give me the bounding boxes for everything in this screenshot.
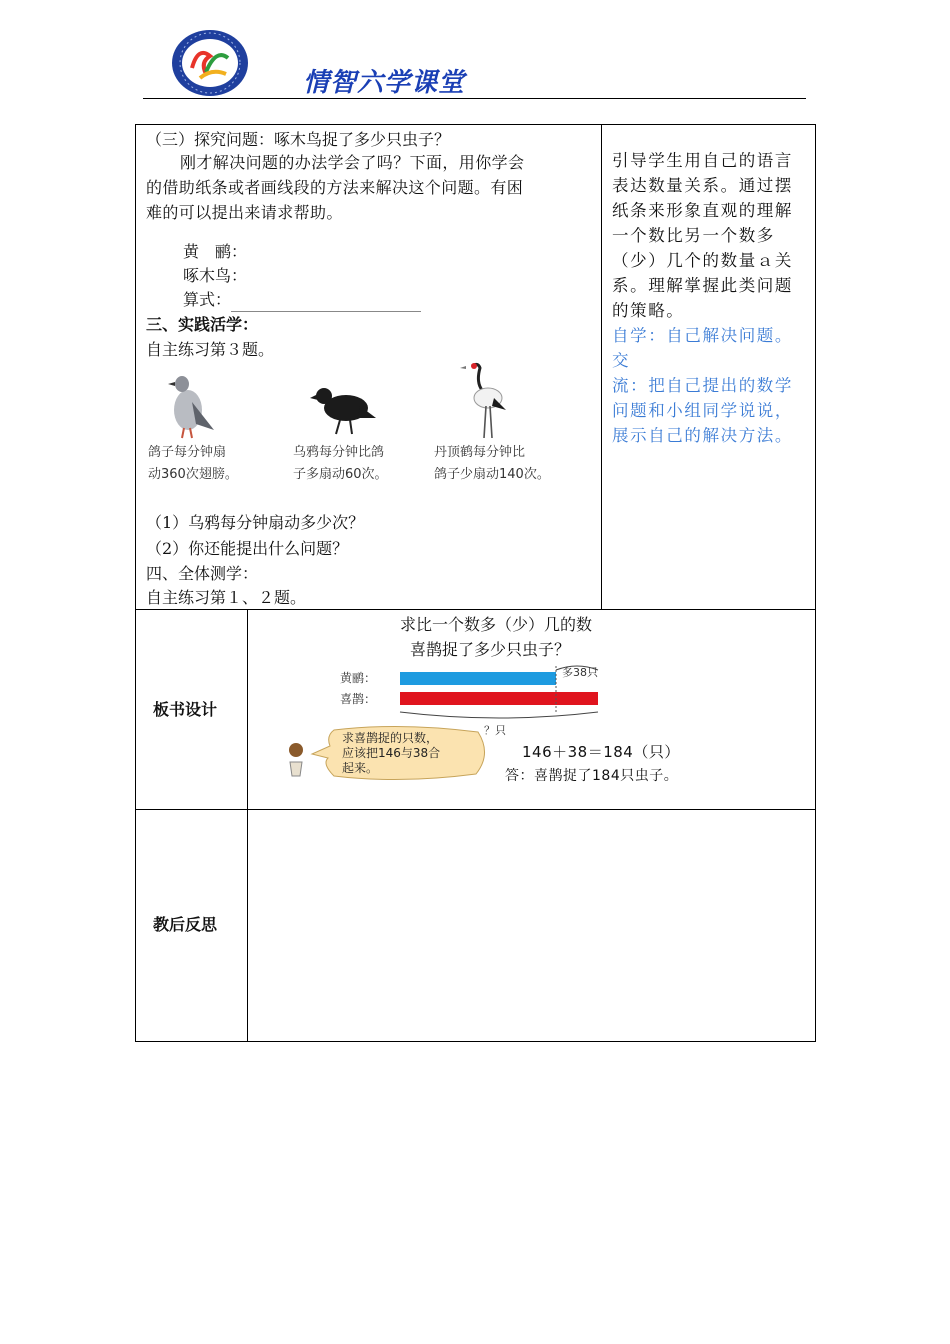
table-col-divider-labels [247, 609, 248, 1042]
note-line: 引导学生用自己的语言 [612, 151, 793, 170]
note-line-blue: 自学：自己解决问题。交 [612, 326, 793, 370]
table-row-divider-2 [135, 809, 816, 810]
note-line: 表达数量关系。通过摆 [612, 176, 793, 195]
board-title: 求比一个数多（少）几的数 [400, 615, 593, 634]
field-suanshi-label: 算式： [183, 290, 232, 309]
practice-title: 三、实践活学： [146, 315, 259, 334]
header-rule [143, 98, 806, 99]
crow-caption-line1: 乌鸦每分钟比鸽 [293, 445, 385, 460]
note-line: 纸条来形象直观的理解 [612, 201, 793, 220]
crow-caption-line2: 子多扇动60次。 [293, 467, 388, 482]
pigeon-image [162, 372, 222, 440]
pigeon-caption-line2: 动360次翅膀。 [148, 467, 238, 482]
board-question: 喜鹊捉了多少只虫子？ [410, 640, 571, 659]
more-label: 多38只 [562, 666, 598, 679]
xique-bar [400, 692, 598, 705]
table-border-top [135, 124, 816, 125]
crane-caption-line2: 鸽子少扇动140次。 [434, 467, 550, 482]
note-line: 的策略。 [612, 301, 685, 320]
test-exercise: 自主练习第１、２题。 [146, 588, 307, 607]
question-1: （1）乌鸦每分钟扇动多少次？ [146, 513, 365, 532]
note-line: 系。理解掌握此类问题 [612, 276, 793, 295]
crane-caption-line1: 丹顶鹤每分钟比 [434, 445, 526, 460]
note-line-blue: 流：把自己提出的数学 [612, 376, 793, 395]
bubble-line3: 起来。 [342, 761, 379, 775]
reflection-label: 教后反思 [153, 915, 218, 934]
table-border-left [135, 124, 136, 1042]
teaching-notes [612, 148, 808, 448]
row1-label: 黄鹂： [340, 671, 377, 685]
section3-para-line3: 难的可以提出来请求帮助。 [146, 203, 343, 222]
bubble-line2: 应该把146与38合 [342, 746, 441, 760]
crow-image [310, 378, 376, 438]
note-line-blue: 问题和小组同学说说， [612, 401, 793, 420]
table-col-divider-notes [601, 124, 602, 609]
note-line-blue: 展示自己的解决方法。 [612, 426, 793, 445]
equation: 146＋38＝184（只） [522, 743, 680, 761]
pigeon-caption-line1: 鸽子每分钟扇 [148, 445, 227, 460]
field-huangli: 黄 鹂： [183, 242, 248, 261]
field-suanshi [183, 287, 421, 312]
answer: 答：喜鹊捉了184只虫子。 [505, 768, 679, 784]
section3-para-line2: 的借助纸条或者画线段的方法来解决这个问题。有困 [146, 178, 524, 197]
section3-para-line1: 刚才解决问题的办法学会了吗？下面，用你学会 [180, 153, 525, 172]
unknown-label: ？只 [484, 724, 506, 737]
speech-bubble [308, 724, 492, 784]
student-figure [288, 740, 308, 780]
practice-exercise: 自主练习第３题。 [146, 340, 275, 359]
school-logo [170, 28, 250, 98]
note-line: （少）几个的数量ａ关 [612, 251, 793, 270]
question-2: （2）你还能提出什么问题？ [146, 539, 349, 558]
brand-title: 情智六学课堂 [303, 68, 466, 98]
formula-blank [231, 295, 421, 312]
table-border-bottom [135, 1041, 816, 1042]
crane-image [458, 360, 508, 440]
table-border-right [815, 124, 816, 1042]
bubble-line1: 求喜鹊捉的只数， [342, 731, 439, 745]
field-zhuomuniao: 啄木鸟： [183, 266, 248, 285]
note-line: 一个数比另一个数多 [612, 226, 775, 245]
row2-label: 喜鹊： [340, 692, 377, 706]
board-design-label: 板书设计 [153, 700, 218, 719]
section3-title: （三）探究问题：啄木鸟捉了多少只虫子？ [146, 130, 451, 149]
test-title: 四、全体测学： [146, 564, 259, 583]
huangli-bar [400, 672, 556, 685]
